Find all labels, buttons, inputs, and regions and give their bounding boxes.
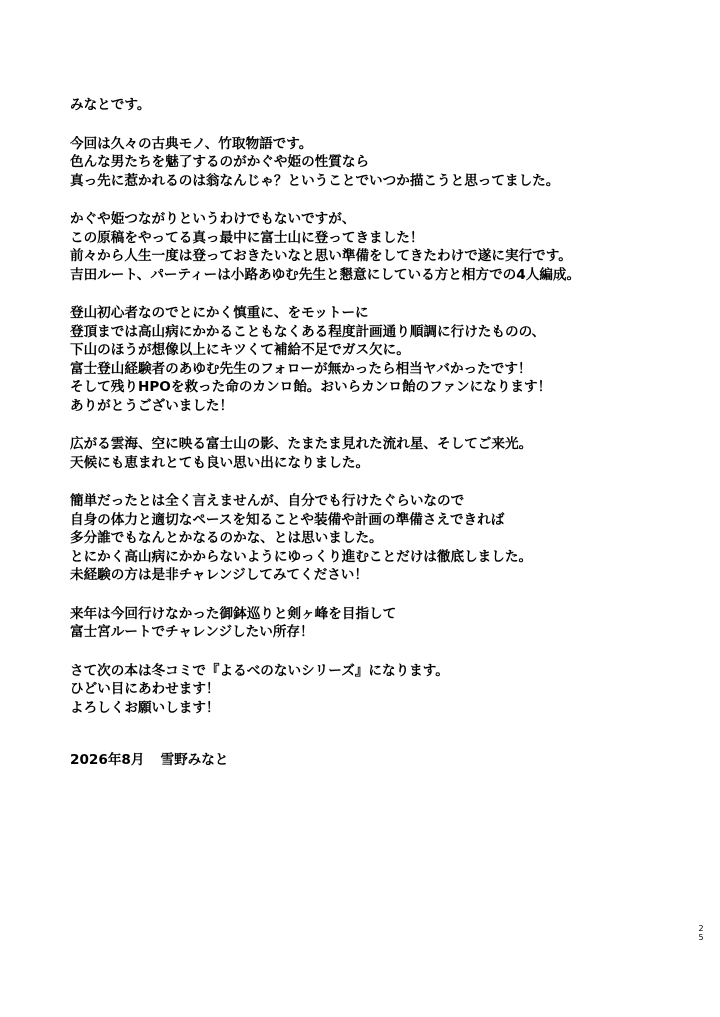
text-line: 下山のほうが想像以上にキツくて補給不足でガス欠に。 <box>70 342 410 358</box>
text-line: 色んな男たちを魅了するのがかぐや姫の性質なら <box>70 154 370 170</box>
paragraph-advice <box>70 492 710 585</box>
text-line: みなとです。 <box>70 97 151 113</box>
text-line: ひどい目にあわせます！ <box>70 681 220 697</box>
text-line: とにかく高山病にかからないようにゆっくり進むことだけは徹底しました。 <box>70 548 533 565</box>
text-line: 登山初心者なのでとにかく慎重に、をモットーに <box>70 305 369 321</box>
text-line: さて次の本は冬コミで『よるべのないシリーズ』になります。 <box>70 662 449 679</box>
text-line: 自身の体力と適切なペースを知ることや装備や計画の準備さえできれば <box>70 511 505 528</box>
signature-author: 雪野みなと <box>160 752 229 768</box>
signature-date: 2026年8月 <box>70 752 145 768</box>
paragraph-fuji-climb <box>70 210 710 284</box>
text-line: 前々から人生一度は登っておきたいなと思い準備をしてきたわけで遂に実行です。 <box>70 248 572 264</box>
text-line: 広がる雲海、空に映る富士山の影、たまたま見れた流れ星、そしてご来光。 <box>70 436 533 452</box>
page-number <box>696 924 706 942</box>
text-line: 天候にも恵まれとても良い思い出になりました。 <box>70 454 370 471</box>
paragraph-next-book <box>70 662 710 718</box>
text-line: よろしくお願いします！ <box>70 699 220 716</box>
text-line: 吉田ルート、パーティーは小路あゆむ先生と懇意にしている方と相方での4人編成。 <box>70 266 581 283</box>
text-line: 今回は久々の古典モノ、竹取物語です。 <box>70 135 313 152</box>
page-number-digit: 5 <box>698 933 704 942</box>
text-line: 多分誰でもなんとかなるのかな、とは思いました。 <box>70 530 383 546</box>
text-line: ありがとうございました！ <box>70 397 234 414</box>
paragraph-climb-experience <box>70 304 710 415</box>
text-line: 来年は今回行けなかった御鉢巡りと剣ヶ峰を目指して <box>70 605 397 622</box>
paragraph-scenery <box>70 435 710 472</box>
paragraph-theme <box>70 135 710 191</box>
text-line: かぐや姫つながりというわけでもないですが、 <box>70 211 356 227</box>
signature <box>70 751 228 769</box>
text-line: そして残りHPOを救った命のカンロ飴。おいらカンロ飴のファンになります！ <box>70 379 552 395</box>
text-line: 未経験の方は是非チャレンジしてみてください！ <box>70 567 368 583</box>
paragraph-next-year <box>70 605 710 642</box>
afterword-text <box>70 96 710 737</box>
text-line: 登頂までは高山病にかかることもなくある程度計画通り順調に行けたものの、 <box>70 323 546 340</box>
paragraph-greeting <box>70 96 710 115</box>
text-line: 真っ先に惹かれるのは翁なんじゃ？ということでいつか描こうと思ってました。 <box>70 172 560 189</box>
page-number-digit: 2 <box>698 924 704 933</box>
text-line: この原稿をやってる真っ最中に富士山に登ってきました！ <box>70 229 424 246</box>
text-line: 簡単だったとは全く言えませんが、自分でも行けたぐらいなので <box>70 493 465 509</box>
text-line: 富士登山経験者のあゆむ先生のフォローが無かったら相当ヤバかったです！ <box>70 360 532 377</box>
text-line: 富士宮ルートでチャレンジしたい所存！ <box>70 624 314 640</box>
